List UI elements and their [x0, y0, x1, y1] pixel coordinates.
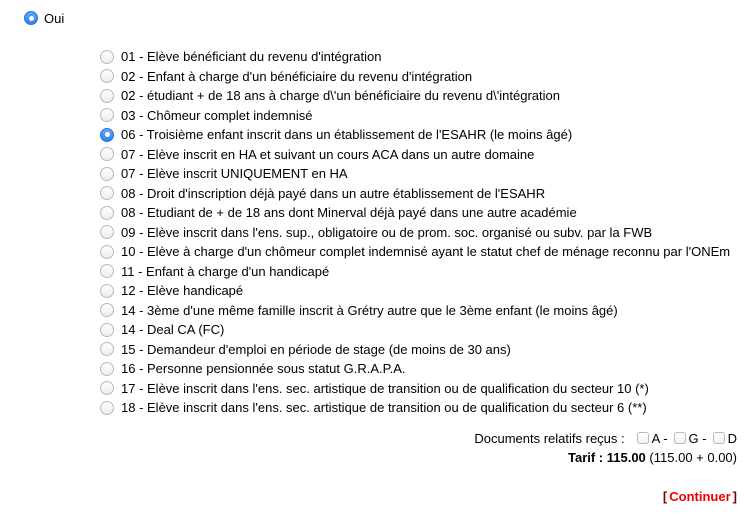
radio-option-row — [100, 242, 750, 262]
radio-option-row — [100, 203, 750, 223]
radio-option-row — [100, 281, 750, 301]
radio-option-row — [100, 301, 750, 321]
option-label: 02 - Enfant à charge d'un bénéficiaire du revenu d'intégration — [121, 68, 473, 84]
option-radio-button[interactable] — [100, 323, 114, 337]
continue-row — [0, 487, 737, 507]
option-label: 12 - Elève handicapé — [121, 283, 244, 299]
option-radio-button[interactable] — [100, 264, 114, 278]
radio-option-row — [100, 262, 750, 282]
option-radio-button[interactable] — [100, 147, 114, 161]
option-radio-button[interactable] — [100, 128, 114, 142]
document-checkbox[interactable] — [637, 432, 649, 444]
option-label: 10 - Elève à charge d'un chômeur complet indemnisé ayant le statut chef de ménage reconnu par l'ONEm — [121, 244, 731, 260]
document-checkbox-item — [674, 431, 707, 446]
option-radio-button[interactable] — [100, 284, 114, 298]
option-label: 14 - 3ème d'une même famille inscrit à Grétry autre que le 3ème enfant (le moins âgé) — [121, 302, 618, 318]
radio-option-row — [100, 223, 750, 243]
tarif-row — [0, 448, 737, 468]
radio-option-row — [100, 398, 750, 418]
radio-option-row — [100, 47, 750, 67]
tarif-amount: Tarif : 115.00 — [567, 450, 646, 465]
radio-option-row — [100, 86, 750, 106]
document-checkbox-label: D — [727, 430, 737, 446]
option-label: 08 - Droit d'inscription déjà payé dans un autre établissement de l'ESAHR — [121, 185, 546, 201]
option-radio-button[interactable] — [100, 50, 114, 64]
option-label: 17 - Elève inscrit dans l'ens. sec. artistique de transition ou de qualification du secteur 10 (*) — [121, 380, 649, 396]
radio-option-row — [100, 340, 750, 360]
option-radio-button[interactable] — [100, 381, 114, 395]
radio-option-row — [100, 67, 750, 87]
option-label: 02 - étudiant + de 18 ans à charge d\'un bénéficiaire du revenu d\'intégration — [121, 88, 560, 104]
option-label: 01 - Elève bénéficiant du revenu d'intégration — [121, 49, 382, 65]
document-checkbox-label: G - — [688, 430, 707, 446]
documents-checkbox-group — [631, 431, 737, 446]
radio-option-row — [100, 125, 750, 145]
option-radio-button[interactable] — [100, 186, 114, 200]
radio-option-row — [100, 184, 750, 204]
bottom-summary — [0, 428, 737, 516]
continue-button[interactable]: Continuer — [669, 489, 731, 504]
option-radio-button[interactable] — [100, 108, 114, 122]
option-radio-button[interactable] — [100, 245, 114, 259]
document-checkbox-item — [637, 431, 668, 446]
option-label: 06 - Troisième enfant inscrit dans un établissement de l'ESAHR (le moins âgé) — [121, 127, 573, 143]
oui-label: Oui — [44, 10, 65, 26]
oui-radio[interactable] — [24, 11, 38, 25]
document-checkbox[interactable] — [713, 432, 725, 444]
document-checkbox-item — [713, 431, 737, 446]
option-radio-button[interactable] — [100, 167, 114, 181]
option-radio-button[interactable] — [100, 225, 114, 239]
options-list — [100, 47, 750, 418]
option-radio-button[interactable] — [100, 401, 114, 415]
radio-option-row — [100, 359, 750, 379]
radio-option-row — [100, 145, 750, 165]
option-label: 14 - Deal CA (FC) — [121, 322, 225, 338]
option-label: 11 - Enfant à charge d'un handicapé — [121, 263, 330, 279]
option-label: 07 - Elève inscrit en HA et suivant un cours ACA dans un autre domaine — [121, 146, 535, 162]
option-label: 03 - Chômeur complet indemnisé — [121, 107, 313, 123]
oui-row — [0, 0, 750, 26]
option-label: 08 - Etudiant de + de 18 ans dont Minerval déjà payé dans une autre académie — [121, 205, 577, 221]
option-label: 16 - Personne pensionnée sous statut G.R.A.P.A. — [121, 361, 406, 377]
option-radio-button[interactable] — [100, 362, 114, 376]
tarif-detail: (115.00 + 0.00) — [649, 450, 737, 465]
option-label: 09 - Elève inscrit dans l'ens. sup., obligatoire ou de prom. soc. organisé ou subv. par la FWB — [121, 224, 653, 240]
radio-option-row — [100, 164, 750, 184]
option-label: 18 - Elève inscrit dans l'ens. sec. artistique de transition ou de qualification du secteur 6 (**) — [121, 400, 647, 416]
option-label: 15 - Demandeur d'emploi en période de stage (de moins de 30 ans) — [121, 341, 511, 357]
option-radio-button[interactable] — [100, 89, 114, 103]
option-radio-button[interactable] — [100, 342, 114, 356]
option-radio-button[interactable] — [100, 69, 114, 83]
document-checkbox[interactable] — [674, 432, 686, 444]
option-radio-button[interactable] — [100, 303, 114, 317]
documents-label: Documents relatifs reçus : — [474, 430, 625, 446]
radio-option-row — [100, 320, 750, 340]
option-label: 07 - Elève inscrit UNIQUEMENT en HA — [121, 166, 348, 182]
radio-option-row — [100, 379, 750, 399]
radio-option-row — [100, 106, 750, 126]
documents-row — [0, 428, 737, 448]
option-radio-button[interactable] — [100, 206, 114, 220]
continue-open-bracket: [ — [662, 489, 668, 504]
document-checkbox-label: A - — [651, 430, 668, 446]
continue-close-bracket: ] — [732, 489, 737, 504]
